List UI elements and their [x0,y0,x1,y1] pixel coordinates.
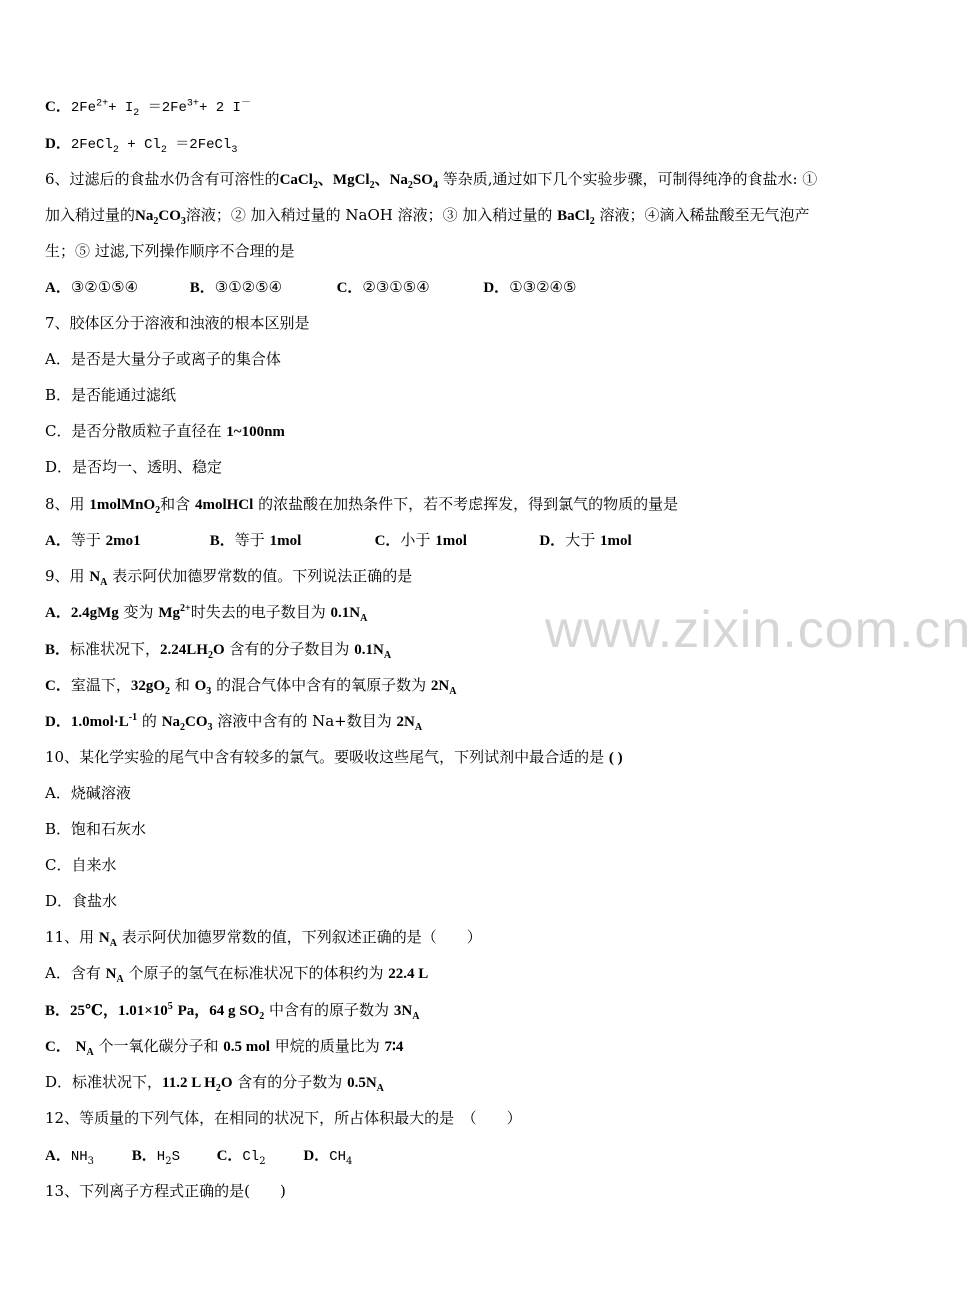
q6-stem-line2: 加入稍过量的$Na_2CO_3$溶液；② 加入稍过量的 NaOH 溶液；③ 加入稍过量的 BaCl$_2$ 溶液；④滴入稀盐酸至无气泡产 [45,206,810,227]
q10-option-b: B．饱和石灰水 [45,820,147,838]
q11-option-b: B．25℃，$1.01\times 10^5$ Pa，64 g $SO_2$ 中含有的原子数为 $3N_A$ [45,1001,420,1022]
watermark: www.zixin.com.cn [545,601,971,659]
q9-option-a: A．2.4gMg 变为 $Mg^{2+}$时失去的电子数目为 $0.1N_A$ [45,603,368,624]
q11-option-d: D．标准状况下，11.2 L $H_2O$ 含有的分子数为 $0.5N_A$ [45,1073,384,1094]
q9-option-c: C．室温下，$32gO_2$ 和 $O_3$ 的混合气体中含有的氧原子数为 $2N_A$ [45,676,457,697]
q5-option-c: C．$2Fe^{2+}+ I_2 =2Fe^{3+}+ 2$ I－ [45,98,251,119]
q7-option-d: D．是否均一、透明、稳定 [45,458,223,476]
q10-stem: 10、某化学实验的尾气中含有较多的氯气。要吸收这些尾气，下列试剂中最合适的是 ( ) [45,748,623,766]
q6-options: A．③②①⑤④ B．③①②⑤④ C．②③①⑤④ D．①③②④⑤ [45,278,577,296]
q5-option-d: D．2FeCl$_2$ + $Cl_2$ ＝2FeCl$_3$ [45,136,238,156]
q6-stem-line3: 生；⑤ 过滤,下列操作顺序不合理的是 [45,242,295,260]
q10-option-c: C．自来水 [45,856,117,874]
q6-stem-line1: 6、过滤后的食盐水仍含有可溶性的CaCl$_2$、MgCl$_2$、$Na_2SO_4$ 等杂质,通过如下几个实验步骤，可制得纯净的食盐水: ① [45,170,818,191]
q9-option-b: B．标准状况下，$2.24LH_2O$ 含有的分子数目为 $0.1N_A$ [45,640,392,661]
q13-stem: 13、下列离子方程式正确的是( ) [45,1182,286,1200]
q10-option-a: A．烧碱溶液 [45,784,131,802]
q10-option-d: D．食盐水 [45,892,118,910]
q9-stem: 9、用 $N_A$ 表示阿伏加德罗常数的值。下列说法正确的是 [45,567,413,588]
q8-options: A．等于 2mo1 B．等于 1mol C．小于 1mol D．大于 1mol [45,531,632,549]
q7-option-c: C．是否分散质粒子直径在 1~100nm [45,422,285,440]
q7-option-a: A．是否是大量分子或离子的集合体 [45,350,281,368]
q11-option-a: A．含有 $N_A$ 个原子的氢气在标准状况下的体积约为 22.4 L [45,964,429,985]
q12-options: A．$NH_3$ B．$H_2S$ C．$Cl_2$ D．$CH_4$ [45,1148,353,1167]
q11-option-c: C． $N_A$ 个一氧化碳分子和 0.5 mol 甲烷的质量比为 7∶4 [45,1037,404,1058]
q12-stem: 12、等质量的下列气体，在相同的状况下，所占体积最大的是 （ ） [45,1109,522,1127]
q7-option-b: B．是否能通过滤纸 [45,386,177,404]
q8-stem: 8、用 1molMnO$_2$和含 4molHCl 的浓盐酸在加热条件下，若不考虑挥发，得到氯气的物质的量是 [45,495,679,516]
q9-option-d: D．$1.0mol\cdot L^{-1}$ 的 $Na_2CO_3$ 溶液中含有的 Na+数目为 $2N_A$ [45,712,423,733]
q11-stem: 11、用 $N_A$ 表示阿伏加德罗常数的值，下列叙述正确的是（ ） [45,928,482,949]
q7-stem: 7、胶体区分于溶液和浊液的根本区别是 [45,314,310,332]
